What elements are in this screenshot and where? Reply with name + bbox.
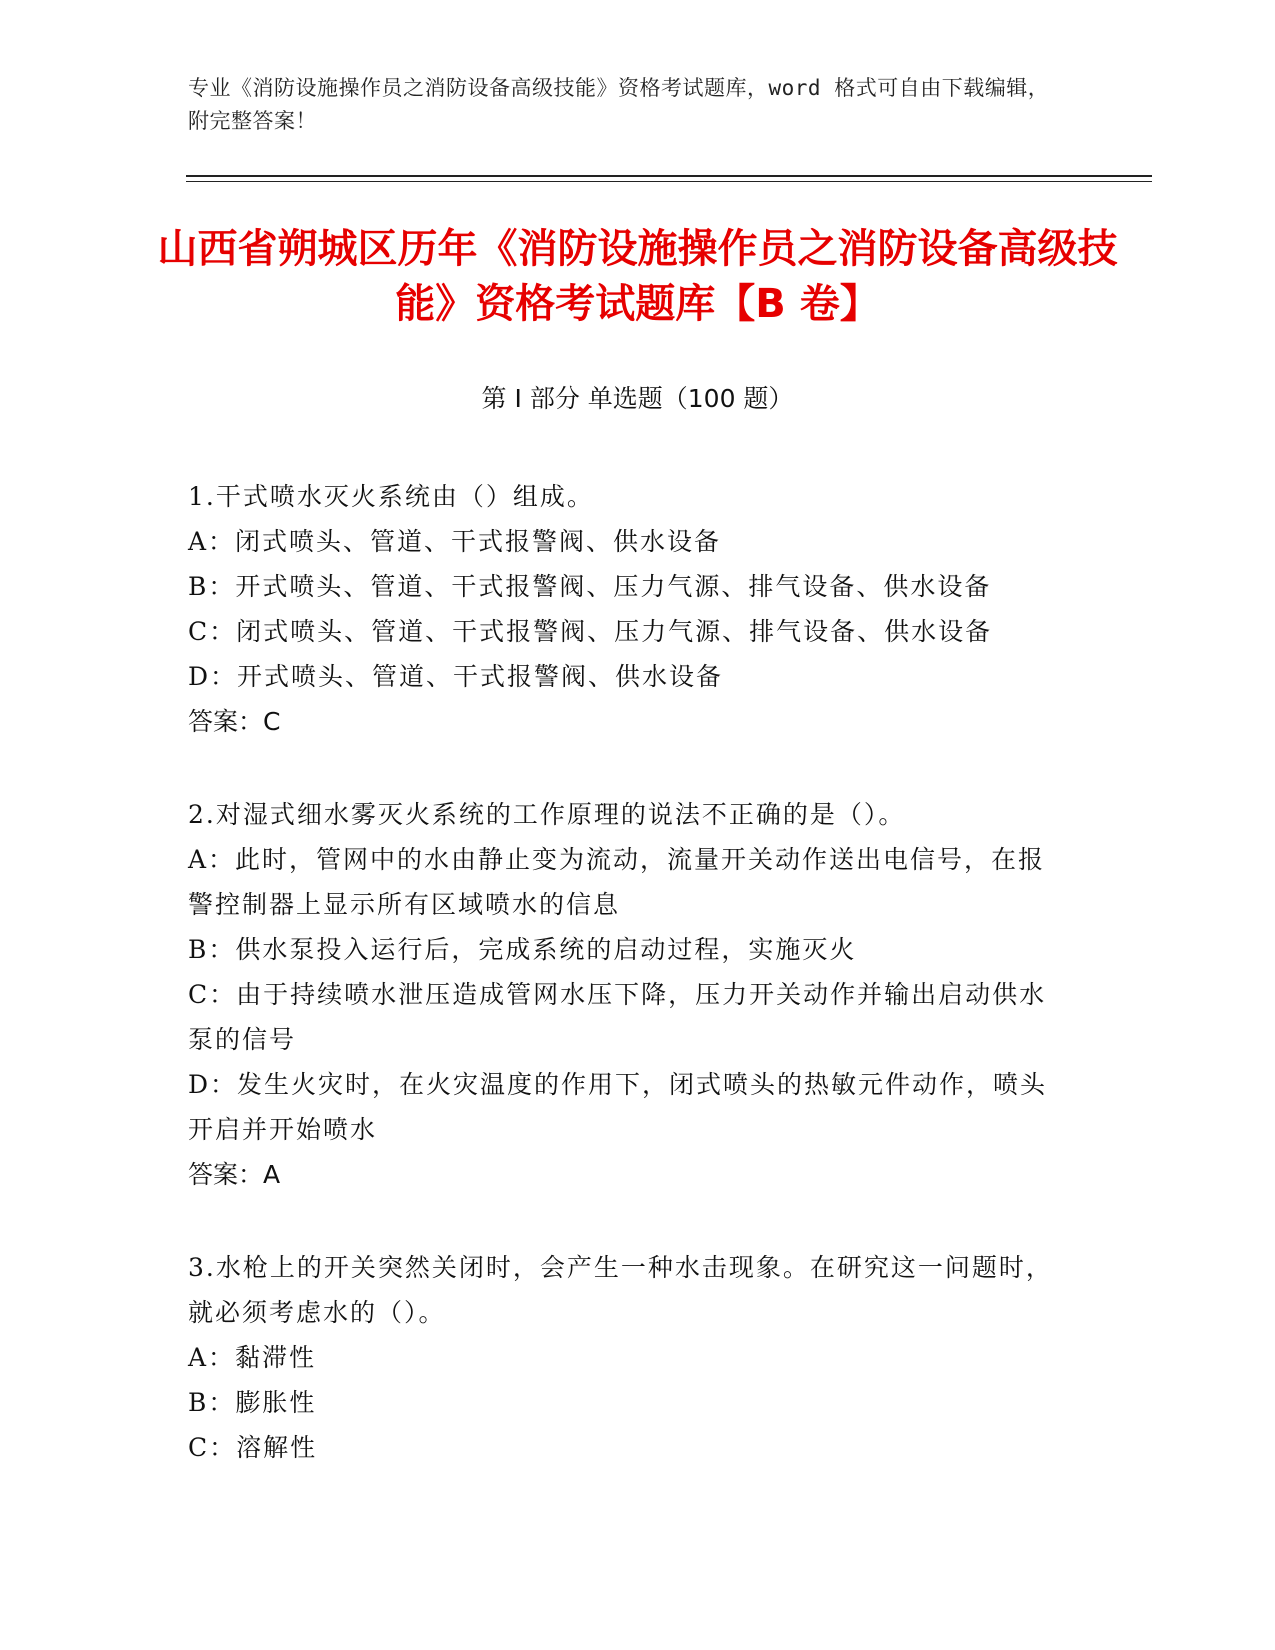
section-title: 第 I 部分 单选题（100 题）: [481, 384, 794, 413]
question-1: [188, 474, 1068, 744]
option-c: C：闭式喷头、管道、干式报警阀、压力气源、排气设备、供水设备: [188, 617, 993, 646]
header-note: 专业《消防设施操作员之消防设备高级技能》资格考试题库，word 格式可自由下载编辑，附完整答案！: [188, 76, 1050, 133]
option-c: C：由于持续喷水泄压造成管网水压下降，压力开关动作并输出启动供水泵的信号: [188, 980, 1047, 1054]
question-stem: 1.干式喷水灭火系统由（）组成。: [188, 482, 594, 511]
question-2: [188, 792, 1068, 1197]
question-list: [188, 474, 1068, 1518]
question-3: [188, 1245, 1068, 1470]
document-title: 山西省朔城区历年《消防设施操作员之消防设备高级技能》资格考试题库【B 卷】: [157, 226, 1118, 327]
option-d: D：发生火灾时，在火灾温度的作用下，闭式喷头的热敏元件动作，喷头开启并开始喷水: [188, 1070, 1048, 1144]
answer: 答案：A: [188, 1160, 281, 1189]
option-a: A：闭式喷头、管道、干式报警阀、供水设备: [188, 527, 722, 556]
header-divider-thick: [186, 175, 1152, 177]
option-b: B：开式喷头、管道、干式报警阀、压力气源、排气设备、供水设备: [188, 572, 992, 601]
option-a: A：黏滞性: [188, 1343, 317, 1372]
header-divider-thin: [186, 181, 1152, 182]
answer: 答案：C: [188, 707, 281, 736]
option-c: C：溶解性: [188, 1433, 318, 1462]
option-d: D：开式喷头、管道、干式报警阀、供水设备: [188, 662, 724, 691]
option-b: B：膨胀性: [188, 1388, 317, 1417]
question-stem: 2.对湿式细水雾灭火系统的工作原理的说法不正确的是（）。: [188, 800, 906, 829]
question-stem: 3.水枪上的开关突然关闭时，会产生一种水击现象。在研究这一问题时，就必须考虑水的（）。: [188, 1253, 1053, 1327]
option-a: A：此时，管网中的水由静止变为流动，流量开关动作送出电信号，在报警控制器上显示所有区域喷水的信息: [188, 845, 1046, 919]
option-b: B：供水泵投入运行后，完成系统的启动过程，实施灭火: [188, 935, 857, 964]
